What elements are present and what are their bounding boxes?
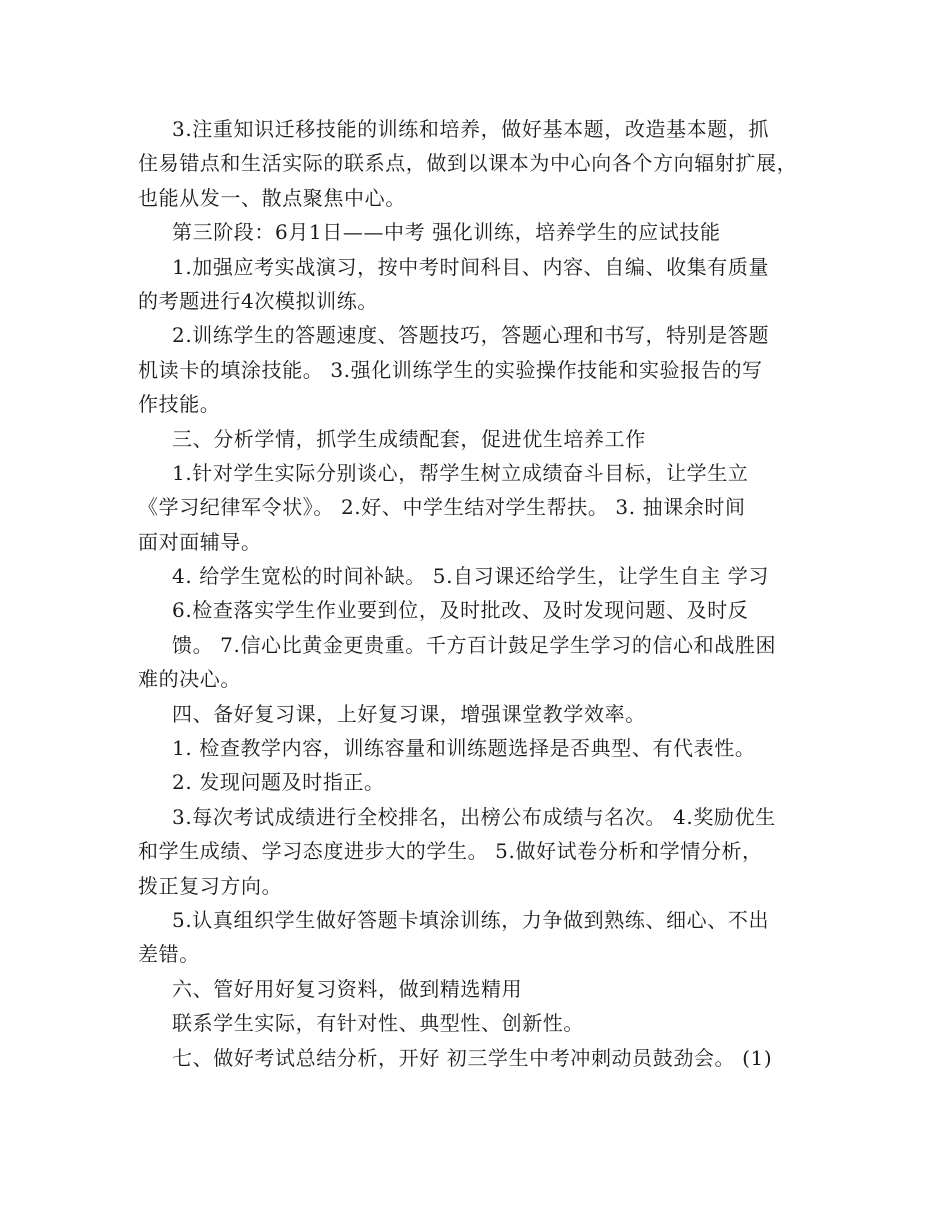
text-line: 6.检查落实学生作业要到位，及时批改、及时发现问题、及时反 <box>172 598 749 623</box>
text-line: 差错。 <box>138 942 200 967</box>
text-line: 难的决心。 <box>138 667 241 692</box>
text-line: 四、备好复习课，上好复习课，增强课堂教学效率。 <box>172 701 646 726</box>
text-line: 5.认真组织学生做好答题卡填涂训练，力争做到熟练、细心、不出 <box>172 907 770 932</box>
text-line: 面对面辅导。 <box>138 529 262 554</box>
text-line: 《学习纪律军令状》。 2.好、中学生结对学生帮扶。 3. 抽课余时间 <box>138 495 746 520</box>
text-line: 六、管好用好复习资料，做到精选精用 <box>172 976 523 1001</box>
text-line: 七、做好考试总结分析，开好 初三学生中考冲刺动员鼓劲会。 (1) <box>172 1045 773 1070</box>
text-line: 住易错点和生活实际的联系点，做到以课本为中心向各个方向辐射扩展， <box>138 151 798 176</box>
text-line: 也能从发一、散点聚焦中心。 <box>138 185 406 210</box>
text-line: 4. 给学生宽松的时间补缺。 5.自习课还给学生，让学生自主 学习 <box>172 564 770 589</box>
text-line: 和学生成绩、学习态度进步大的学生。 5.做好试卷分析和学情分析， <box>138 839 763 864</box>
text-line: 2. 发现问题及时指正。 <box>172 770 385 795</box>
document-body <box>138 112 818 1075</box>
text-line: 的考题进行4次模拟训练。 <box>138 288 378 313</box>
text-line: 拨正复习方向。 <box>138 873 283 898</box>
text-line: 3.每次考试成绩进行全校排名，出榜公布成绩与名次。 4.奖励优生 <box>172 804 776 829</box>
text-line: 3.注重知识迁移技能的训练和培养，做好基本题，改造基本题，抓 <box>172 117 770 141</box>
text-line: 三、分析学情，抓学生成绩配套，促进优生培养工作 <box>172 426 646 451</box>
text-line: 馈。 7.信心比黄金更贵重。千方百计鼓足学生学习的信心和战胜困 <box>172 632 777 657</box>
text-line: 2.训练学生的答题速度、答题技巧，答题心理和书写，特别是答题 <box>172 323 770 348</box>
text-line: 联系学生实际，有针对性、典型性、创新性。 <box>172 1011 584 1036</box>
text-line: 机读卡的填涂技能。 3.强化训练学生的实验操作技能和实验报告的写 <box>138 357 763 382</box>
text-line: 1.加强应考实战演习，按中考时间科目、内容、自编、收集有质量 <box>172 254 770 279</box>
text-line: 1. 检查教学内容，训练容量和训练题选择是否典型、有代表性。 <box>172 736 756 761</box>
text-line: 1.针对学生实际分别谈心，帮学生树立成绩奋斗目标，让学生立 <box>172 460 749 485</box>
text-line: 第三阶段：6月1日——中考 强化训练，培养学生的应试技能 <box>172 220 721 245</box>
text-line: 作技能。 <box>138 392 221 417</box>
